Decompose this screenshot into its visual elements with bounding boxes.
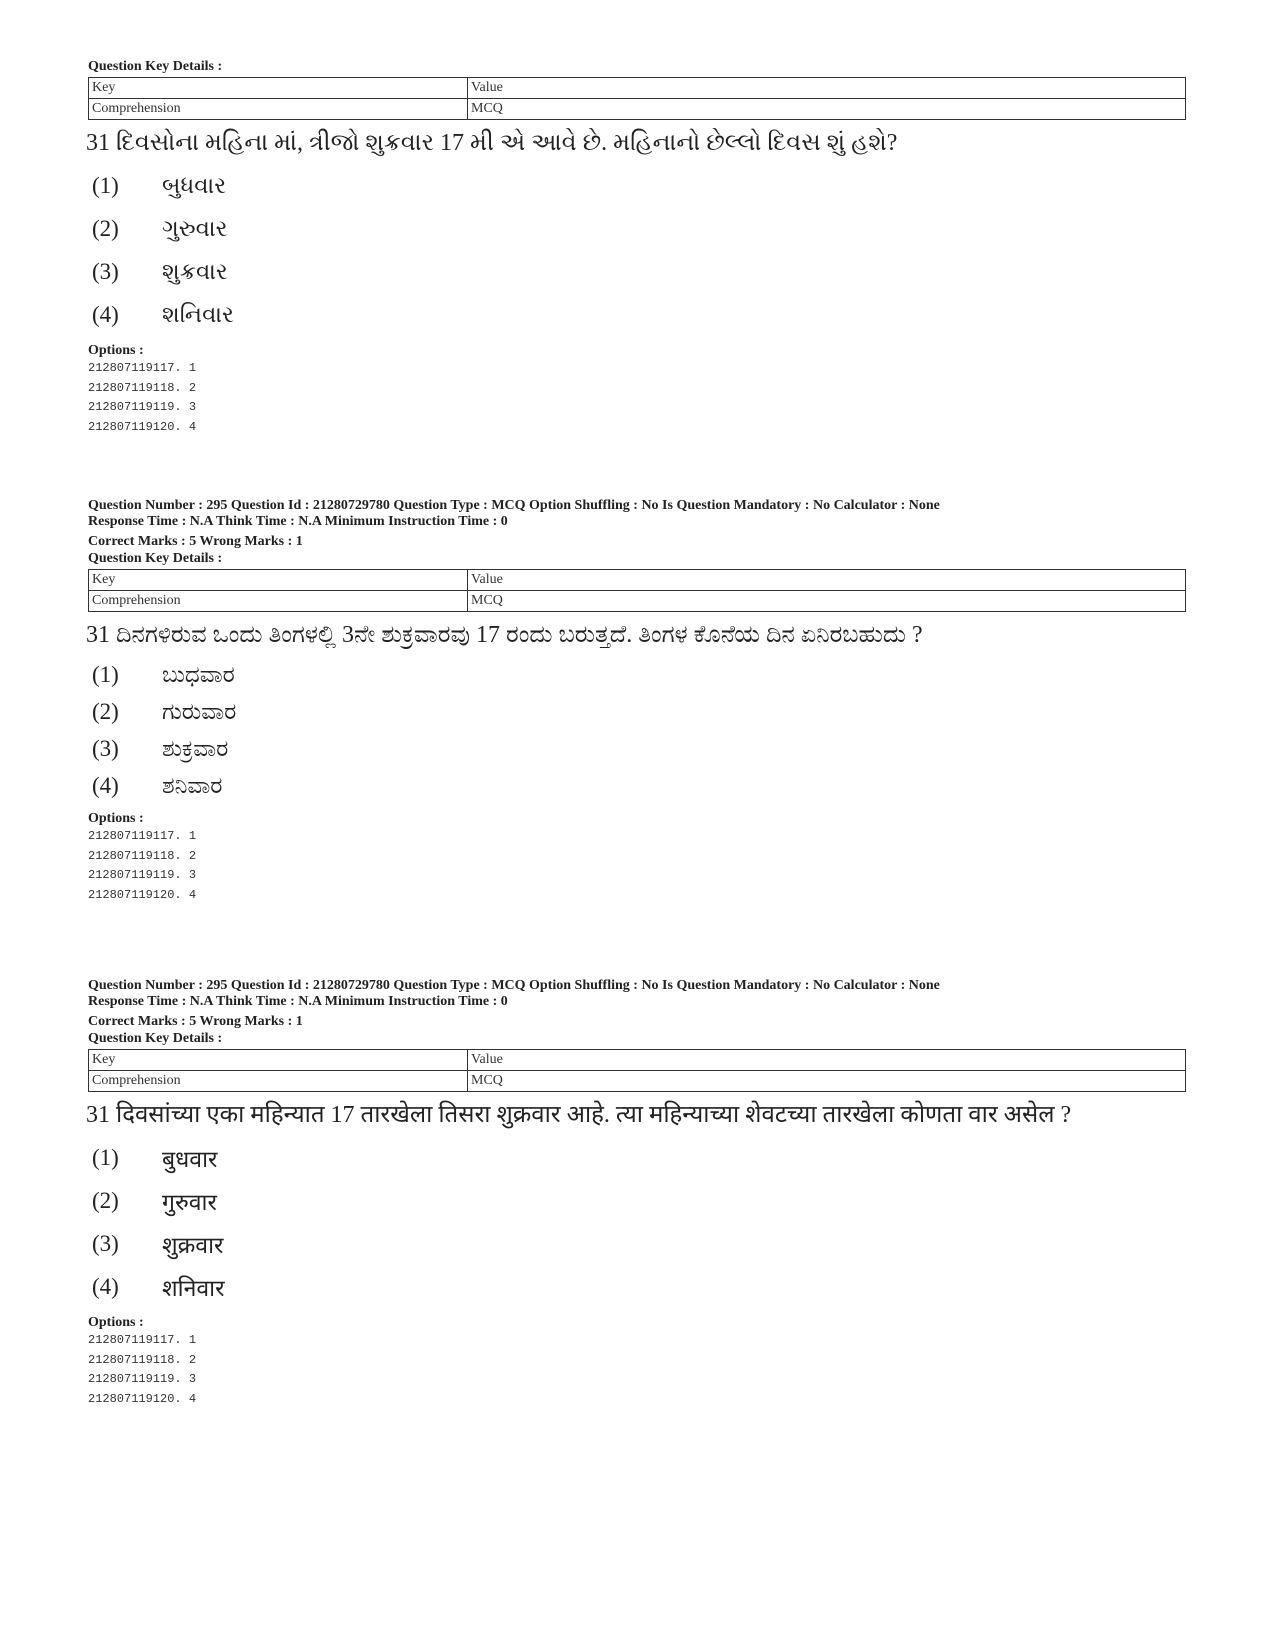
table-row (89, 99, 1186, 120)
answer-options (88, 656, 1188, 804)
option-id-list (88, 359, 1188, 437)
option-id-list (88, 827, 1188, 905)
option-id-list (88, 1331, 1188, 1409)
key-details-table (88, 569, 1186, 612)
answer-option[interactable] (88, 730, 1188, 767)
option-number: (4) (92, 301, 119, 327)
option-id: 212807119118. 2 (88, 380, 197, 395)
marks-line: Correct Marks : 5 Wrong Marks : 1 (88, 534, 303, 549)
answer-option[interactable] (88, 1179, 1188, 1222)
option-number: (3) (92, 735, 119, 761)
option-id: 212807119120. 4 (88, 419, 197, 434)
option-label: શુક્રવાર (162, 258, 228, 284)
table-cell-key: Comprehension (89, 591, 468, 612)
answer-option[interactable] (88, 1136, 1188, 1179)
table-header-key: Key (89, 1050, 468, 1071)
option-number: (1) (92, 661, 119, 687)
option-id: 212807119117. 1 (88, 1333, 197, 1347)
option-label: ગુરુવાર (162, 215, 228, 241)
question-meta-line: Response Time : N.A Think Time : N.A Minimum Instruction Time : 0 (88, 514, 508, 529)
key-details-label: Question Key Details : (88, 1031, 223, 1046)
answer-option[interactable] (88, 656, 1188, 693)
option-label: ಶುಕ್ರವಾರ (162, 735, 229, 761)
option-number: (4) (92, 772, 119, 798)
table-header-value: Value (468, 78, 1186, 99)
options-label: Options : (88, 343, 144, 358)
table-cell-value: MCQ (468, 99, 1186, 120)
option-label: ಶನಿವಾರ (162, 772, 223, 798)
option-number: (2) (92, 1187, 119, 1213)
key-details-label: Question Key Details : (88, 551, 223, 566)
answer-option[interactable] (88, 1265, 1188, 1308)
question-block-marathi (88, 978, 1188, 1409)
option-number: (1) (92, 172, 119, 198)
option-number: (4) (92, 1273, 119, 1299)
option-label: શનિવાર (162, 301, 234, 327)
table-row (89, 591, 1186, 612)
key-details-table (88, 1049, 1186, 1092)
table-header-key: Key (89, 78, 468, 99)
question-meta-line: Question Number : 295 Question Id : 21280729780 Question Type : MCQ Option Shuffling : No Is Question Mandatory : No Calculator : None (88, 978, 940, 993)
question-text: 31 દિવસોના મહિના માં, ત્રીજો શુક્રવાર 17 મી એ આવે છે. મહિનાનો છેલ્લો દિવસ શું હશે? (86, 130, 898, 156)
answer-option[interactable] (88, 1222, 1188, 1265)
answer-option[interactable] (88, 207, 1188, 250)
option-label: બુધવાર (162, 172, 227, 198)
table-row (89, 570, 1186, 591)
table-header-key: Key (89, 570, 468, 591)
option-label: बुधवार (162, 1146, 218, 1172)
key-details-label: Question Key Details : (88, 59, 223, 74)
option-number: (2) (92, 698, 119, 724)
answer-options (88, 1136, 1188, 1308)
options-label: Options : (88, 1315, 144, 1330)
option-label: गुरुवार (162, 1189, 217, 1215)
table-row (89, 1071, 1186, 1092)
option-id: 212807119120. 4 (88, 1391, 197, 1406)
table-cell-key: Comprehension (89, 99, 468, 120)
answer-options (88, 164, 1188, 336)
option-id: 212807119118. 2 (88, 848, 197, 863)
option-id: 212807119119. 3 (88, 1372, 197, 1386)
option-id: 212807119118. 2 (88, 1352, 197, 1367)
option-number: (2) (92, 215, 119, 241)
answer-option[interactable] (88, 767, 1188, 804)
table-row (89, 78, 1186, 99)
key-details-table (88, 77, 1186, 120)
answer-option[interactable] (88, 293, 1188, 336)
table-row (89, 1050, 1186, 1071)
answer-option[interactable] (88, 250, 1188, 293)
option-label: शनिवार (162, 1275, 225, 1301)
option-number: (3) (92, 258, 119, 284)
option-id: 212807119120. 4 (88, 887, 197, 902)
question-meta-line: Response Time : N.A Think Time : N.A Minimum Instruction Time : 0 (88, 994, 508, 1009)
option-id: 212807119117. 1 (88, 829, 197, 843)
table-header-value: Value (468, 1050, 1186, 1071)
option-label: ಗುರುವಾರ (162, 698, 237, 724)
answer-option[interactable] (88, 693, 1188, 730)
marks-line: Correct Marks : 5 Wrong Marks : 1 (88, 1014, 303, 1029)
table-cell-key: Comprehension (89, 1071, 468, 1092)
question-text: 31 दिवसांच्या एका महिन्यात 17 तारखेला तिसरा शुक्रवार आहे. त्या महिन्याच्या शेवटच्या तारखेला कोणता वार असेल ? (86, 1102, 1072, 1128)
question-text: 31 ದಿನಗಳಿರುವ ಒಂದು ತಿಂಗಳಲ್ಲಿ 3ನೇ ಶುಕ್ರವಾರವು 17 ರಂದು ಬರುತ್ತದೆ. ತಿಂಗಳ ಕೊನೆಯ ದಿನ ಏನಿರಬಹುದು ? (86, 622, 923, 648)
table-cell-value: MCQ (468, 1071, 1186, 1092)
option-label: ಬುಧವಾರ (162, 661, 235, 687)
question-block-gujarati (88, 58, 1188, 437)
answer-option[interactable] (88, 164, 1188, 207)
question-meta-line: Question Number : 295 Question Id : 21280729780 Question Type : MCQ Option Shuffling : No Is Question Mandatory : No Calculator : None (88, 498, 940, 513)
option-number: (1) (92, 1144, 119, 1170)
option-label: शुक्रवार (162, 1232, 224, 1258)
option-id: 212807119117. 1 (88, 361, 197, 375)
table-cell-value: MCQ (468, 591, 1186, 612)
options-label: Options : (88, 811, 144, 826)
option-id: 212807119119. 3 (88, 868, 197, 882)
question-block-kannada (88, 498, 1188, 905)
option-id: 212807119119. 3 (88, 400, 197, 414)
table-header-value: Value (468, 570, 1186, 591)
option-number: (3) (92, 1230, 119, 1256)
